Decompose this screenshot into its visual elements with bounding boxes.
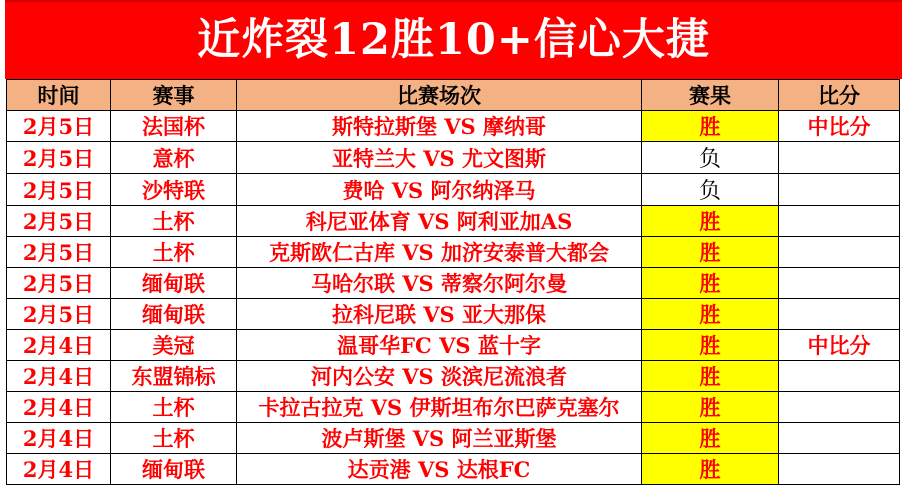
table-header: [7, 80, 900, 111]
score-cell: 中比分: [779, 111, 900, 142]
table-row: [7, 142, 900, 174]
result-cell: 胜: [642, 111, 779, 142]
table-row: [7, 299, 900, 330]
score-cell: [779, 454, 900, 485]
table-row: [7, 268, 900, 299]
date-cell: 2月5日: [7, 268, 111, 299]
date-cell: 2月5日: [7, 142, 111, 174]
date-cell: 2月4日: [7, 423, 111, 454]
match-cell: 温哥华FC VS 蓝十字: [237, 330, 642, 361]
result-cell: 胜: [642, 423, 779, 454]
match-cell: 克斯欧仁古库 VS 加济安泰普大都会: [237, 237, 642, 268]
header-score: 比分: [779, 80, 900, 111]
match-cell: 河内公安 VS 淡滨尼流浪者: [237, 361, 642, 392]
table-row: [7, 330, 900, 361]
date-cell: 2月4日: [7, 361, 111, 392]
result-cell: 胜: [642, 330, 779, 361]
result-cell: 胜: [642, 299, 779, 330]
league-cell: 土杯: [111, 206, 237, 237]
match-cell: 科尼亚体育 VS 阿利亚加AS: [237, 206, 642, 237]
table-body: [7, 111, 900, 485]
match-cell: 亚特兰大 VS 尤文图斯: [237, 142, 642, 174]
header-league: 赛事: [111, 80, 237, 111]
table-row: [7, 423, 900, 454]
result-cell: 胜: [642, 361, 779, 392]
score-cell: [779, 142, 900, 174]
table-row: [7, 111, 900, 142]
table-row: [7, 361, 900, 392]
league-cell: 美冠: [111, 330, 237, 361]
score-cell: 中比分: [779, 330, 900, 361]
score-cell: [779, 299, 900, 330]
result-cell: 负: [642, 174, 779, 206]
league-cell: 东盟锦标: [111, 361, 237, 392]
date-cell: 2月5日: [7, 237, 111, 268]
match-cell: 费哈 VS 阿尔纳泽马: [237, 174, 642, 206]
score-cell: [779, 392, 900, 423]
table-row: [7, 206, 900, 237]
date-cell: 2月4日: [7, 392, 111, 423]
header-result: 赛果: [642, 80, 779, 111]
score-cell: [779, 174, 900, 206]
results-table: [6, 79, 900, 485]
score-cell: [779, 237, 900, 268]
match-cell: 波卢斯堡 VS 阿兰亚斯堡: [237, 423, 642, 454]
score-cell: [779, 206, 900, 237]
result-cell: 胜: [642, 392, 779, 423]
league-cell: 缅甸联: [111, 454, 237, 485]
league-cell: 土杯: [111, 392, 237, 423]
header-match: 比赛场次: [237, 80, 642, 111]
match-cell: 斯特拉斯堡 VS 摩纳哥: [237, 111, 642, 142]
header-row: [7, 80, 900, 111]
score-cell: [779, 423, 900, 454]
date-cell: 2月5日: [7, 174, 111, 206]
date-cell: 2月5日: [7, 299, 111, 330]
score-cell: [779, 268, 900, 299]
league-cell: 土杯: [111, 423, 237, 454]
league-cell: 法国杯: [111, 111, 237, 142]
table-row: [7, 454, 900, 485]
header-time: 时间: [7, 80, 111, 111]
match-cell: 马哈尔联 VS 蒂察尔阿尔曼: [237, 268, 642, 299]
date-cell: 2月5日: [7, 206, 111, 237]
table-row: [7, 392, 900, 423]
result-cell: 负: [642, 142, 779, 174]
date-cell: 2月4日: [7, 454, 111, 485]
table-row: [7, 237, 900, 268]
result-cell: 胜: [642, 206, 779, 237]
result-cell: 胜: [642, 454, 779, 485]
league-cell: 缅甸联: [111, 299, 237, 330]
date-cell: 2月5日: [7, 111, 111, 142]
league-cell: 缅甸联: [111, 268, 237, 299]
result-cell: 胜: [642, 268, 779, 299]
banner: [5, 0, 902, 79]
score-cell: [779, 361, 900, 392]
page-title: 近炸裂12胜10+信心大捷: [197, 15, 710, 65]
match-cell: 卡拉古拉克 VS 伊斯坦布尔巴萨克塞尔: [237, 392, 642, 423]
match-cell: 拉科尼联 VS 亚大那保: [237, 299, 642, 330]
league-cell: 土杯: [111, 237, 237, 268]
match-cell: 达贡港 VS 达根FC: [237, 454, 642, 485]
league-cell: 沙特联: [111, 174, 237, 206]
table-row: [7, 174, 900, 206]
league-cell: 意杯: [111, 142, 237, 174]
result-cell: 胜: [642, 237, 779, 268]
date-cell: 2月4日: [7, 330, 111, 361]
